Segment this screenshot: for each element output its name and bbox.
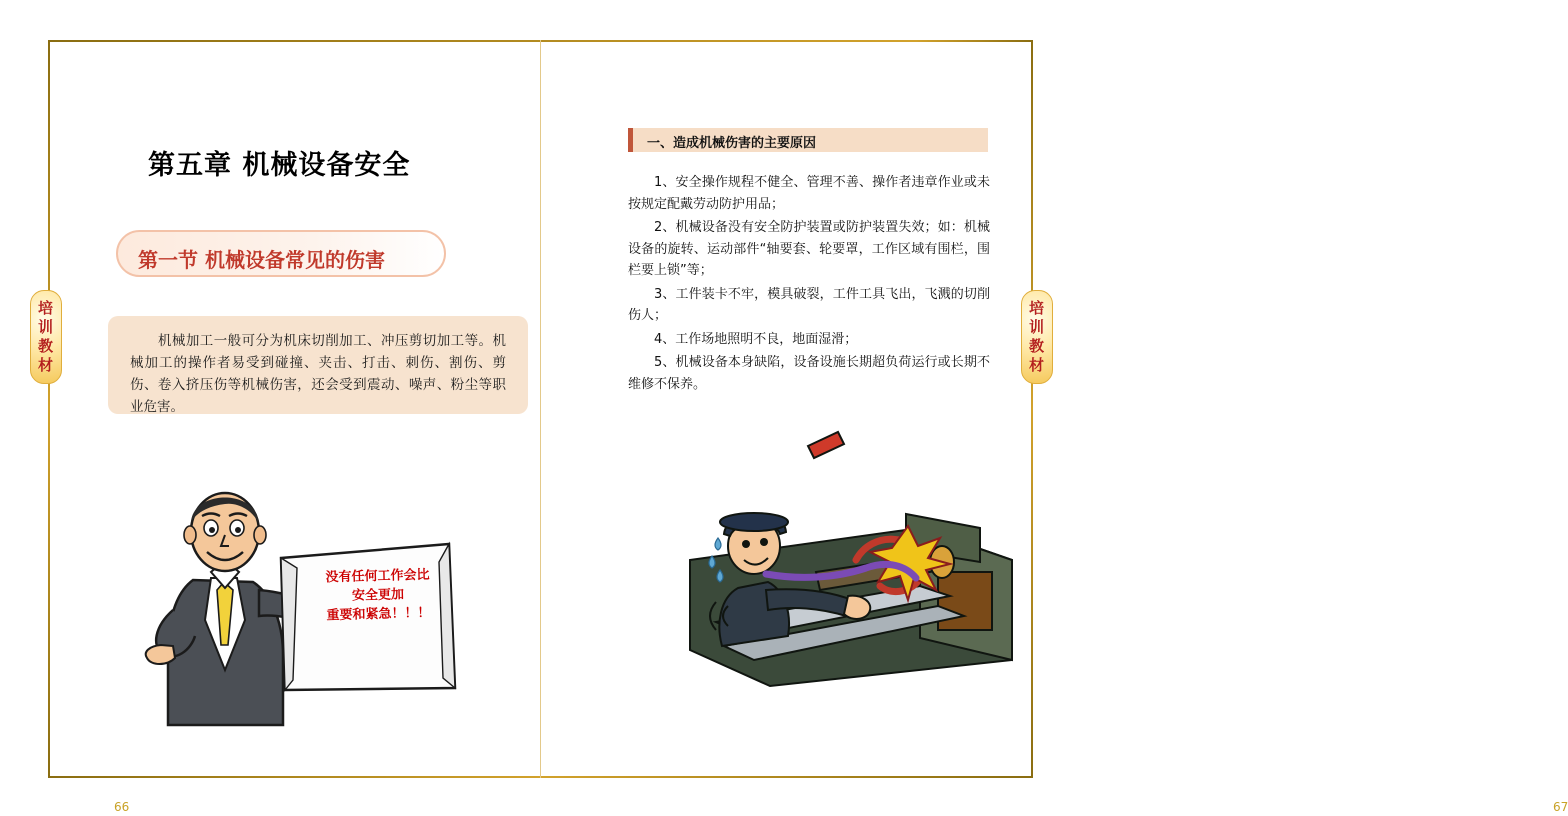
side-tab-left-char-4: 材 bbox=[37, 356, 54, 374]
section-banner bbox=[116, 230, 446, 277]
side-tab-left-char-3: 教 bbox=[37, 337, 54, 355]
right-page bbox=[540, 40, 1568, 814]
side-tab-right-char-3: 教 bbox=[1028, 337, 1045, 355]
poster-text bbox=[312, 565, 443, 625]
poster-line-1: 没有任何工作会比 bbox=[325, 567, 430, 586]
left-page bbox=[48, 40, 540, 814]
page-number-right: 67 bbox=[1553, 800, 1568, 814]
intro-text-box bbox=[108, 316, 528, 414]
poster-line-3: 重要和紧急！！！ bbox=[326, 605, 431, 624]
side-tab-left-char-1: 培 bbox=[37, 299, 54, 317]
side-tab-right-char-2: 训 bbox=[1028, 318, 1045, 336]
poster-line-2: 安全更加 bbox=[351, 587, 405, 604]
lathe-accident-svg bbox=[620, 410, 1020, 710]
side-tab-left-char-2: 训 bbox=[37, 318, 54, 336]
page-number-left: 66 bbox=[114, 800, 130, 814]
illustration-lathe-accident bbox=[620, 410, 1020, 710]
section-heading bbox=[628, 128, 988, 152]
body-paragraph-5: 5、机械设备本身缺陷，设备设施长期超负荷运行或长期不维修不保养。 bbox=[628, 355, 990, 392]
body-paragraph-1: 1、安全操作规程不健全、管理不善、操作者违章作业或未按规定配戴劳动防护用品； bbox=[628, 175, 990, 212]
illustration-man-with-poster bbox=[133, 440, 513, 740]
page-title: 第五章 机械设备安全 bbox=[148, 150, 411, 181]
intro-paragraph: 机械加工一般可分为机床切削加工、冲压剪切加工等。机械加工的操作者易受到碰撞、夹击、打击、刺伤、割伤、剪伤、卷入挤压伤等机械伤害，还会受到震动、噪声、粉尘等职业危害。 bbox=[130, 333, 506, 415]
section-banner-label: 第一节 机械设备常见的伤害 bbox=[138, 248, 385, 272]
section-heading-label: 一、造成机械伤害的主要原因 bbox=[647, 136, 817, 151]
body-paragraph-3: 3、工件装卡不牢，模具破裂，工件工具飞出，飞溅的切削伤人； bbox=[628, 286, 990, 323]
body-paragraph-2: 2、机械设备没有安全防护装置或防护装置失效；如：机械设备的旋转、运动部件“轴要套、轮要罩，工作区域有围栏，围栏要上锁”等； bbox=[628, 220, 990, 278]
side-tab-right-char-1: 培 bbox=[1028, 299, 1045, 317]
body-paragraph-4: 4、工作场地照明不良，地面湿滑； bbox=[654, 331, 858, 347]
side-tab-right-char-4: 材 bbox=[1028, 356, 1045, 374]
body-text bbox=[628, 172, 990, 397]
